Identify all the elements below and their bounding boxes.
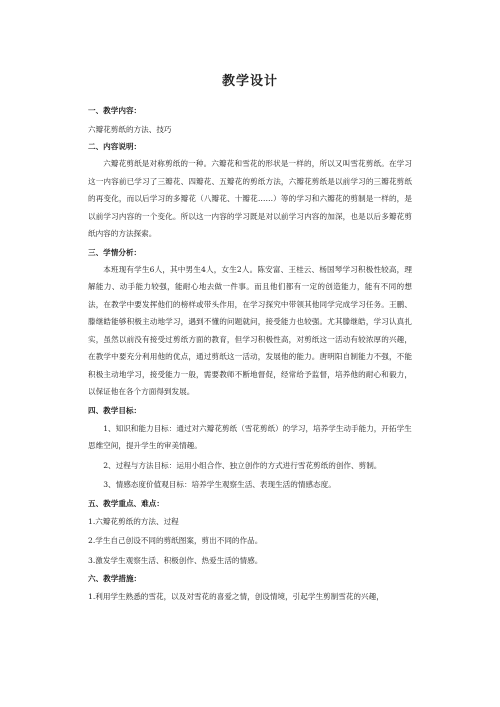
section-heading: 五、教学重点、难点： bbox=[88, 498, 164, 508]
section-student-analysis bbox=[88, 243, 412, 401]
key-point-item: 3.激发学生观察生活、积极创作、热爱生活的情感。 bbox=[88, 555, 263, 565]
goal-item: 2、过程与方法目标：运用小组合作、独立创作的方式进行雪花剪纸的创作、剪制。 bbox=[103, 460, 382, 470]
section-teaching-content bbox=[88, 101, 412, 137]
section-teaching-goals bbox=[88, 401, 412, 494]
section-heading: 一、教学内容： bbox=[88, 106, 142, 115]
key-point-item: 2.学生自己创设不同的剪纸图案，剪出不同的作品。 bbox=[88, 536, 263, 545]
section-paragraph: 六瓣花剪纸是对称剪纸的一种。六瓣花和雪花的形状是一样的，所以又叫雪花剪纸。在学习这一内容前已学习了三瓣花、四瓣花、五瓣花的剪纸方法，六瓣花剪纸是以前学习的三瓣花剪纸的再变化，而以后学习的多瓣花（八瓣花、十瓣花……）等的学习和六瓣花的剪制是一样的，是以前学习内容的一个变化。所以这一内容的学习既是对以前学习内容的加深，也是以后多瓣花剪纸内容的方法探索。 bbox=[88, 159, 412, 238]
section-line: 六瓣花剪纸的方法、技巧 bbox=[88, 125, 172, 134]
document-title: 教学设计 bbox=[221, 74, 278, 89]
section-key-points bbox=[88, 494, 412, 570]
section-heading: 三、学情分析： bbox=[88, 247, 142, 257]
section-paragraph: 本班现有学生6人，其中男生4人，女生2人。陈安富、王桂云、杨国琴学习积极性较高，理解能力、动手能力较强，能耐心地去做一件事。而且他们都有一定的创造能力，能有不同的想法，在教学中要发挥他们的榜样或带头作用，在学习探究中带领其他同学完成学习任务。王鹏、滕继皓能够积极主动地学习，遇到不懂的问题就问，接受能力也较强。尤其滕继皓，学习认真扎实，虽然以前没有接受过剪纸方面的教育，但学习积极性高，对剪纸这一活动有较浓厚的兴趣，在教学中要充分利用他的优点，通过剪纸这一活动，发展他的能力。唐明阳自制能力不强，不能积极主动地学习，接受能力一般，需要教师不断地督促，经常给予监督，培养他的耐心和毅力，以保证他在各个方面得到发展。 bbox=[88, 264, 412, 396]
goal-item: 1、知识和能力目标：通过对六瓣花剪纸（雪花剪纸）的学习，培养学生动手能力，开拓学生思维空间，提升学生的审美情趣。 bbox=[88, 423, 412, 450]
measure-item: 1.利用学生熟悉的雪花，以及对雪花的喜爱之情，创设情境，引起学生剪制雪花的兴趣， bbox=[88, 592, 384, 601]
key-point-item: 1.六瓣花剪纸的方法、过程 bbox=[88, 516, 179, 526]
section-heading: 六、教学措施： bbox=[88, 574, 142, 583]
goal-item: 3、情感态度价值观目标：培养学生观察生活、表现生活的情感态度。 bbox=[103, 480, 336, 489]
section-teaching-measures bbox=[88, 569, 412, 606]
section-heading: 四、教学目标： bbox=[88, 405, 142, 415]
section-heading: 二、内容说明： bbox=[88, 142, 142, 151]
section-content-description bbox=[88, 137, 412, 243]
